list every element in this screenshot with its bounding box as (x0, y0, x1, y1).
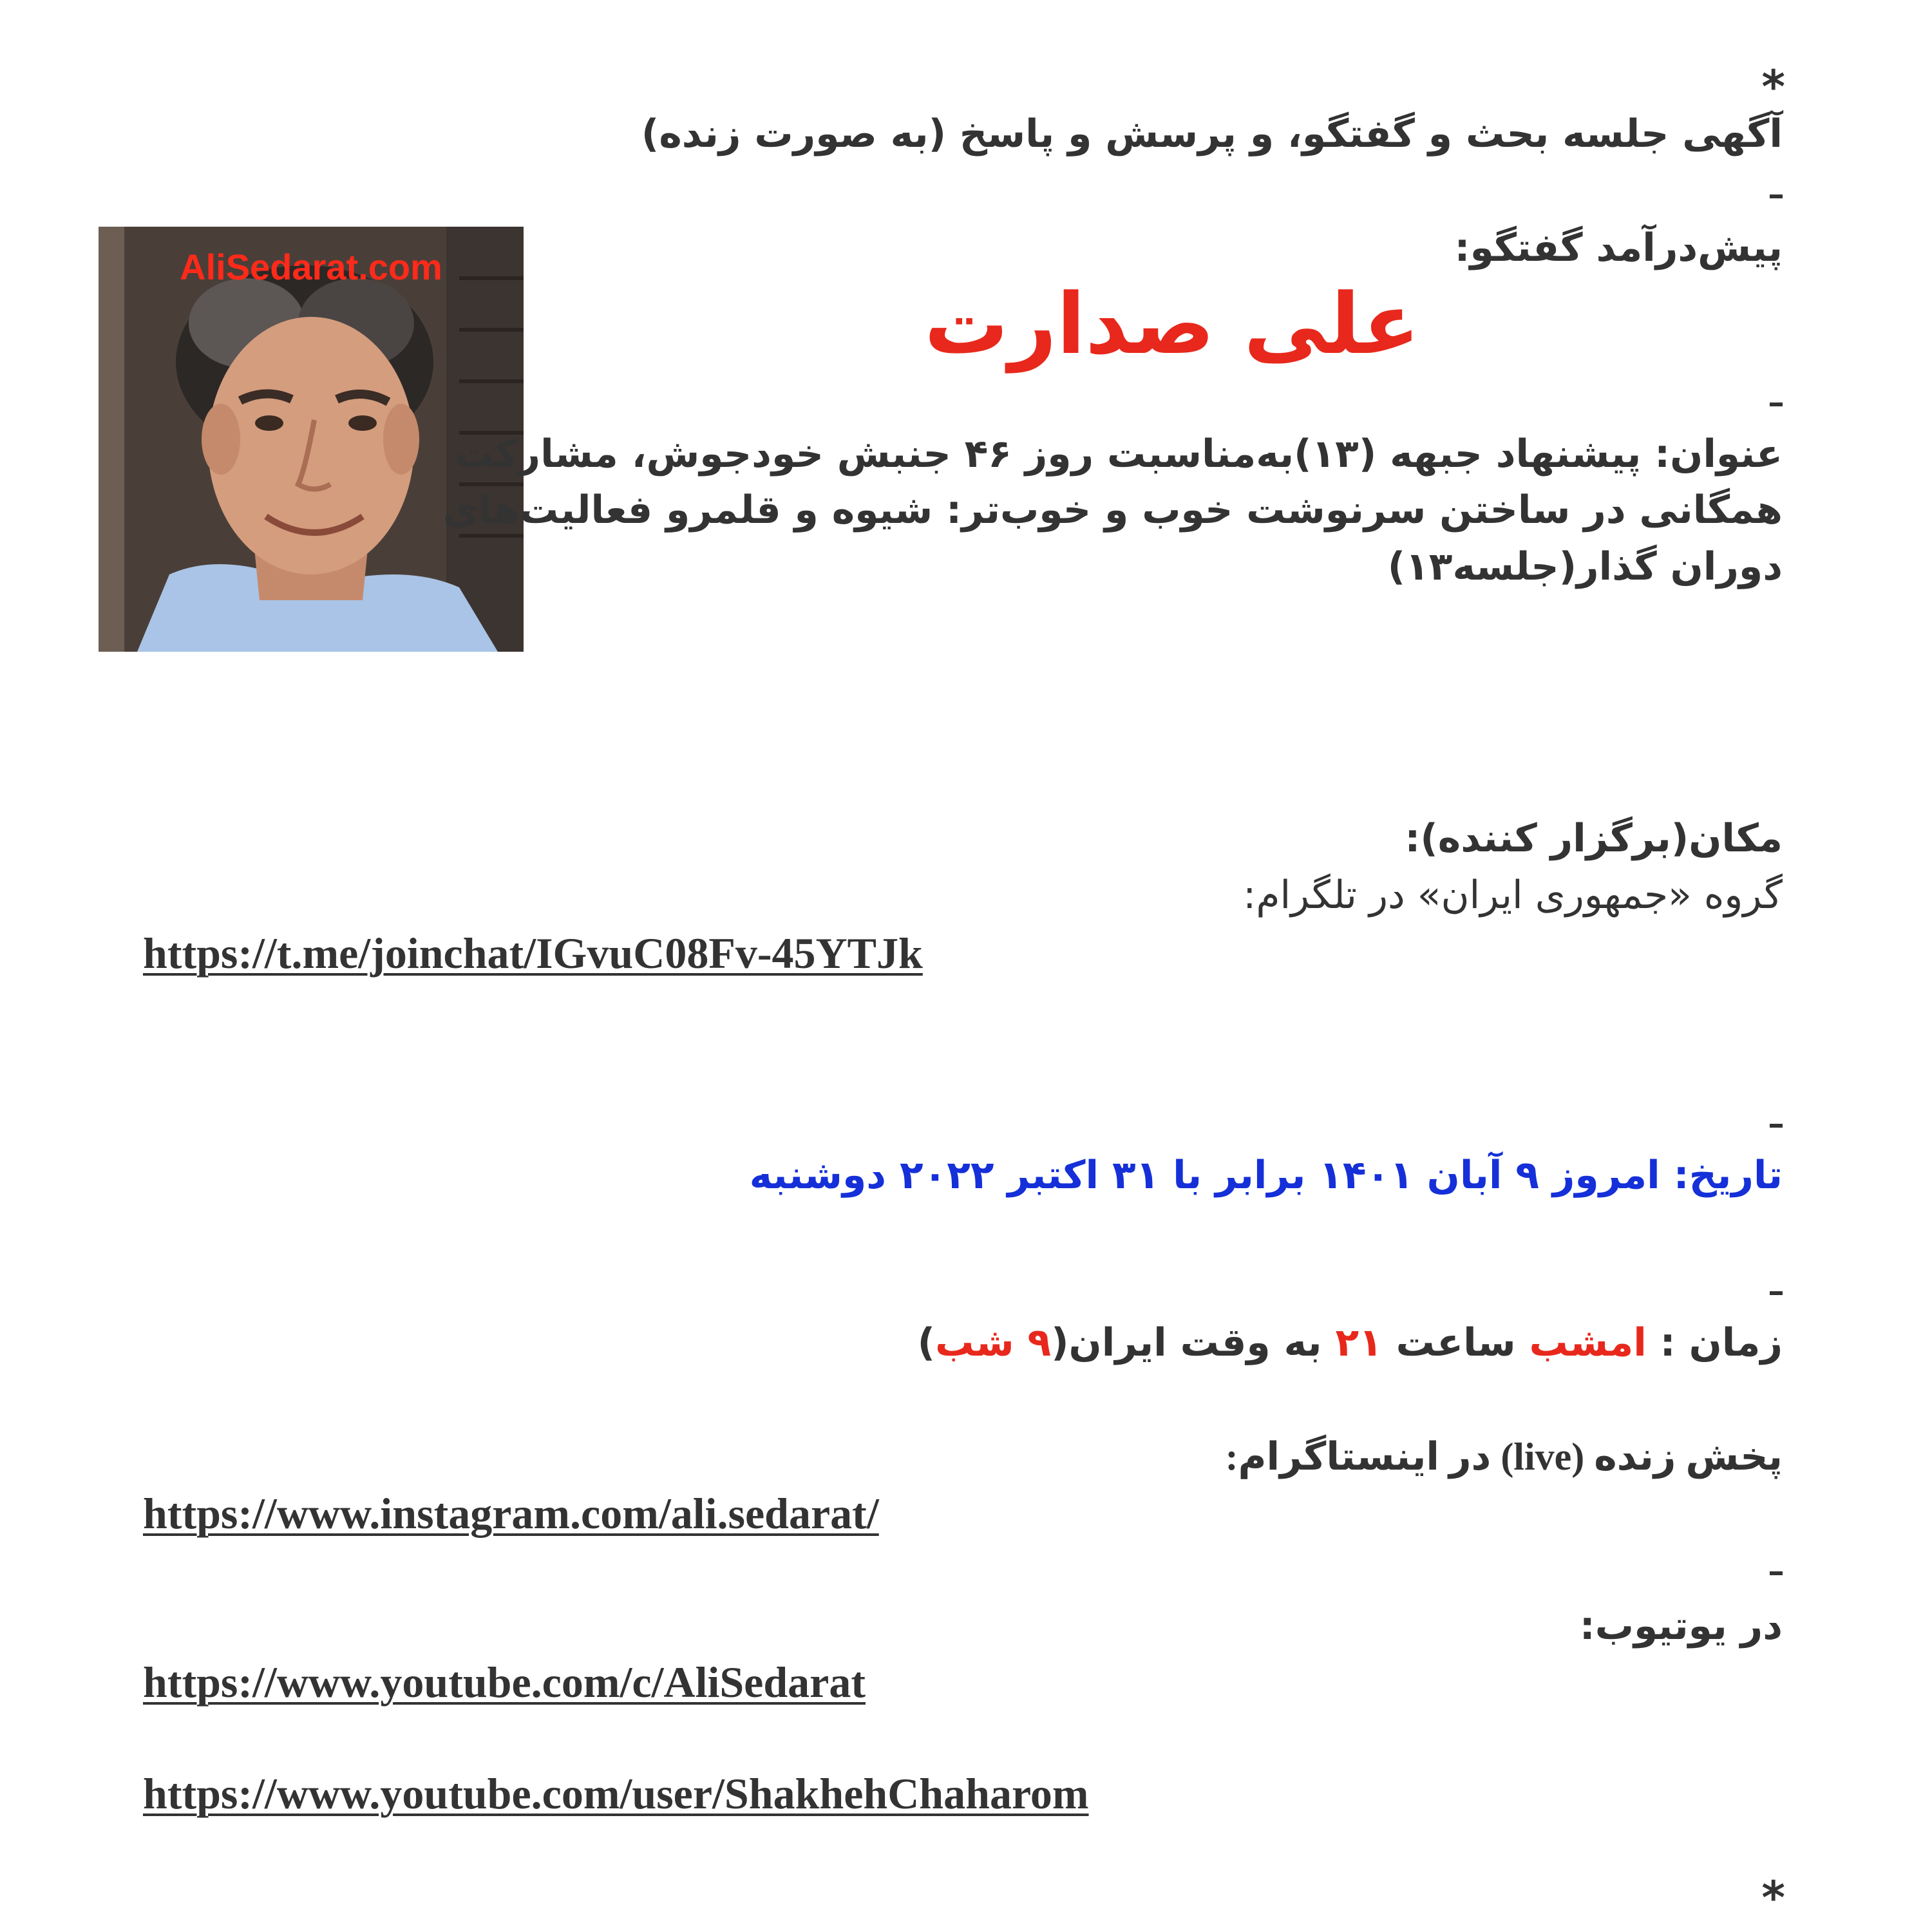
youtube-link-channel[interactable]: https://www.youtube.com/c/AliSedarat (143, 1658, 866, 1707)
asterisk-bottom: * (1761, 1871, 1785, 1924)
photo-watermark: AliSedarat.com (180, 247, 442, 287)
topic-line-3: دوران گذار(جلسه۱۳) (1387, 544, 1783, 589)
dash-separator (1770, 1571, 1783, 1575)
dash-separator (1770, 194, 1783, 198)
time-middle-1: ساعت (1382, 1320, 1530, 1365)
dash-separator (1770, 402, 1783, 406)
intro-label: پیش‌درآمد گفتگو: (1454, 225, 1783, 270)
venue-label: مکان(برگزار کننده): (1405, 816, 1783, 861)
time-tonight: امشب (1529, 1320, 1647, 1365)
time-hour: ۲۱ (1335, 1320, 1383, 1365)
topic-line-2: همگانی در ساختن سرنوشت خوب و خوب‌تر: شیوه و قلمرو فعالیت‌های (442, 488, 1783, 533)
time-prefix: زمان : (1646, 1320, 1783, 1365)
time-nine-pm: ۹ شب (935, 1320, 1052, 1365)
dash-separator (1770, 1124, 1783, 1128)
telegram-group-text: گروه «جمهوری ایران» در تلگرام: (1243, 873, 1783, 918)
instagram-link[interactable]: https://www.instagram.com/ali.sedarat/ (143, 1489, 879, 1538)
time-suffix: ) (917, 1320, 936, 1365)
live-label: پخش زنده (live) در اینستاگرام: (1225, 1435, 1783, 1478)
telegram-link[interactable]: https://t.me/joinchat/IGvuC08Fv-45YTJk (143, 929, 923, 978)
asterisk-top: * (1761, 61, 1785, 113)
youtube-label: در یوتیوب: (1579, 1604, 1783, 1649)
dash-separator (1770, 1291, 1783, 1295)
announcement-heading: آگهی جلسه بحث و گفتگو، و پرسش و پاسخ (به صورت زنده) (641, 111, 1783, 156)
time-middle-2: به وقت ایران( (1051, 1320, 1336, 1365)
topic-line-1: عنوان: پیشنهاد جبهه (۱۳)به‌مناسبت روز ۴۶ جنبش خودجوش، مشارکت (455, 431, 1783, 477)
time-line (918, 1317, 1783, 1368)
youtube-link-user[interactable]: https://www.youtube.com/user/ShakhehChaharom (143, 1769, 1089, 1818)
speaker-name: علی صدارت (924, 275, 1420, 373)
date-line: تاریخ: امروز ۹ آبان ۱۴۰۱ برابر با ۳۱ اکتبر ۲۰۲۲ دوشنبه (749, 1153, 1783, 1198)
